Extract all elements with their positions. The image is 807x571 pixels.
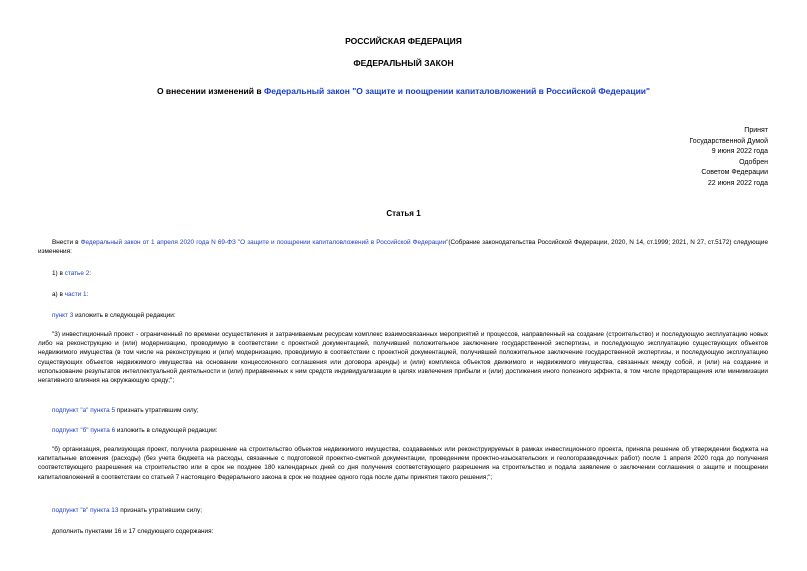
item-a-suffix: :: [86, 291, 89, 298]
adoption-line: 9 июня 2022 года: [711, 148, 768, 155]
doc-type-heading: ФЕДЕРАЛЬНЫЙ ЗАКОН: [353, 58, 454, 68]
subpoint-13v-suffix: признать утратившим силу;: [118, 507, 202, 514]
adoption-block: [568, 126, 768, 189]
add-points-instruction: дополнить пунктами 16 и 17 следующего содержания:: [52, 528, 214, 535]
subpoint-6b-instruction: [52, 426, 217, 435]
subpoint-6b-link[interactable]: подпункт "б" пункта 6: [52, 427, 116, 434]
adoption-line: Одобрен: [739, 158, 768, 166]
article-intro: [38, 238, 768, 256]
law-title: [0, 86, 807, 96]
subpoint-5a-link[interactable]: подпункт "а" пункта 5: [52, 407, 116, 414]
point-3-suffix: изложить в следующей редакции:: [73, 312, 176, 319]
subpoint-5a-suffix: признать утратившим силу;: [115, 407, 199, 414]
item-a: [52, 290, 88, 299]
point-3-instruction: [52, 311, 176, 320]
adoption-line: Принят: [744, 127, 768, 134]
item-1-suffix: :: [89, 270, 92, 277]
adoption-line: Государственной Думой: [689, 137, 768, 145]
adoption-line: Советом Федерации: [701, 169, 768, 176]
adoption-line: 22 июня 2022 года: [707, 179, 768, 187]
item-1: [52, 269, 91, 278]
item-a-link[interactable]: части 1: [64, 291, 87, 298]
intro-prefix: Внести в: [52, 239, 81, 246]
country-heading: РОССИЙСКАЯ ФЕДЕРАЦИЯ: [345, 36, 462, 46]
subpoint-5a-instruction: [52, 406, 199, 415]
item-a-prefix: а) в: [52, 291, 65, 298]
subpoint-6b-suffix: изложить в следующей редакции:: [115, 427, 218, 434]
subpoint-13v-instruction: [52, 506, 202, 515]
article-heading: Статья 1: [386, 209, 421, 218]
subpoint-6b-new-text: "б) организация, реализующая проект, получила разрешение на строительство объектов недвижимого имущества, создаваемых или реконструируемых в рамках инвестиционного проекта, приняла решение об утверждении бюджета на капитальные вложения (расходы) (без учета бюджета на расходы, связанные с подготовкой проектно-сметной документации, проведением проектно-изыскательских и геологоразведочных работ) после 1 апреля 2020 года до получения соответствующего разрешения на строительство или в срок не позднее 180 календарных дней со дня получения соответствующего разрешения на строительство и подала заявление о заключении соглашения о защите и поощрении капиталовложений в соответствии со статьей 7 настоящего Федерального закона в срок не позднее одного года после даты принятия такого решения;";: [38, 446, 768, 481]
intro-law-link[interactable]: Федеральный закон от 1 апреля 2020 года N 69-ФЗ "О защите и поощрении капиталовложений в Российской Федерации": [80, 239, 449, 246]
intro-suffix: (Собрание законодательства Российской Федерации, 2020, N 14, ст.1999; 2021, N 27, ст.5172) следующие изменения:: [38, 239, 768, 256]
point-3-new-text: "3) инвестиционный проект - ограниченный по времени осуществления и затрачиваемым ресурсам комплекс взаимосвязанных мероприятий и процессов, направленный на создание (строительство) и последующую эксплуатацию новых либо на реконструкцию и (или) модернизацию, проводимую в соответствии с проектной документацией, получившей положительное заключение государственной экспертизы, и последующую эксплуатацию существующих объектов недвижимого имущества (в том числе на реконструкцию и (или) модернизацию, проводимую в соответствии с проектной документацией, получившей положительное заключение государственной экспертизы, и последующую эксплуатацию существующих объектов недвижимого имущества на основании концессионного соглашения или договора аренды) и (или) комплекса объектов движимого и недвижимого имущества, связанных между собой, и (или) на создание и использование результатов интеллектуальной деятельности и (или) приравненных к ним средств индивидуализации в целях извлечения прибыли и (или) достижения иного полезного эффекта, в том числе предотвращения или минимизации негативного влияния на окружающую среду;";: [38, 331, 768, 385]
law-title-prefix: О внесении изменений в: [156, 86, 264, 96]
law-title-link[interactable]: Федеральный закон "О защите и поощрении капиталовложений в Российской Федерации": [263, 86, 651, 96]
subpoint-13v-link[interactable]: подпункт "в" пункта 13: [52, 507, 119, 514]
item-1-link[interactable]: статье 2: [64, 270, 90, 277]
point-3-link[interactable]: пункт 3: [52, 312, 74, 319]
item-1-prefix: 1) в: [52, 270, 65, 277]
